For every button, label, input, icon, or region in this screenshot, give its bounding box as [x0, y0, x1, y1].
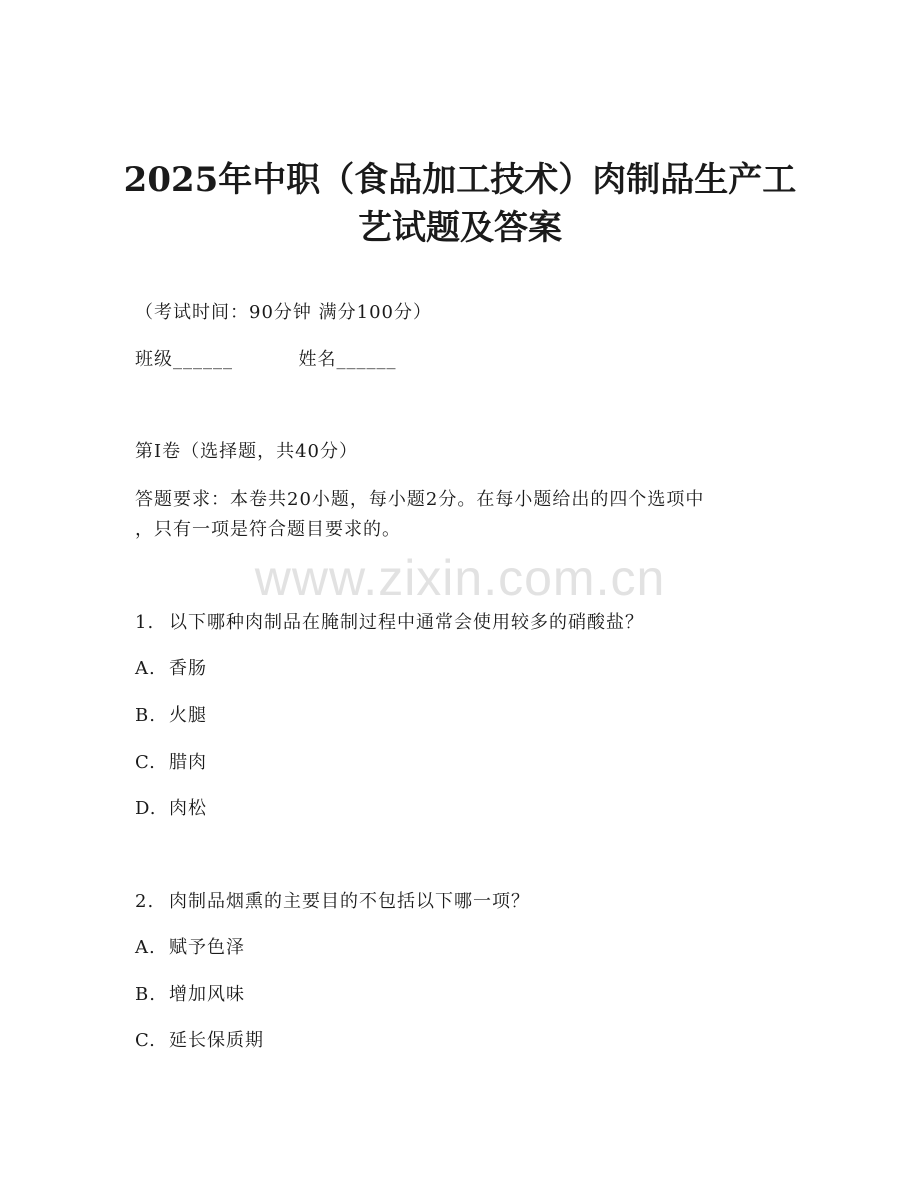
option-letter: C. — [135, 752, 156, 773]
option-text: 火腿 — [169, 705, 207, 726]
question-2-stem — [135, 890, 530, 914]
option-letter: C. — [135, 1030, 156, 1051]
question-1-option-d — [135, 797, 207, 821]
option-text: 延长保质期 — [169, 1030, 264, 1051]
question-number: 1. — [135, 612, 155, 633]
section-title: 第I卷（选择题，共40分） — [135, 441, 359, 462]
option-letter: A. — [135, 937, 156, 958]
instructions-line-1: 答题要求：本卷共20小题，每小题2分。在每小题给出的四个选项中 — [135, 489, 705, 510]
student-info-row — [135, 348, 396, 372]
option-letter: B. — [135, 984, 156, 1005]
option-letter: A. — [135, 658, 156, 679]
option-text: 赋予色泽 — [169, 937, 245, 958]
option-letter: B. — [135, 705, 156, 726]
question-1-option-a — [135, 657, 207, 681]
document-title-line-1: 2025年中职（食品加工技术）肉制品生产工 — [123, 160, 797, 200]
question-2-option-a — [135, 936, 245, 960]
option-text: 肉松 — [169, 798, 207, 819]
option-text: 增加风味 — [169, 984, 245, 1005]
class-field-label: 班级______ — [135, 349, 233, 370]
exam-info: （考试时间：90分钟 满分100分） — [135, 302, 432, 323]
option-text: 香肠 — [169, 658, 207, 679]
question-1-option-b — [135, 704, 207, 728]
question-text: 肉制品烟熏的主要目的不包括以下哪一项？ — [169, 891, 530, 912]
option-letter: D. — [135, 798, 157, 819]
question-number: 2. — [135, 891, 155, 912]
name-field-label: 姓名______ — [298, 349, 397, 370]
question-2-option-c — [135, 1029, 264, 1053]
question-1-option-c — [135, 751, 207, 775]
question-1-stem — [135, 611, 644, 635]
question-text: 以下哪种肉制品在腌制过程中通常会使用较多的硝酸盐？ — [169, 612, 644, 633]
watermark: www.zixin.com.cn — [254, 550, 666, 606]
question-2-option-b — [135, 983, 245, 1007]
instructions-line-2: ，只有一项是符合题目要求的。 — [135, 519, 401, 540]
document-title-line-2: 艺试题及答案 — [358, 208, 562, 248]
option-text: 腊肉 — [169, 752, 207, 773]
